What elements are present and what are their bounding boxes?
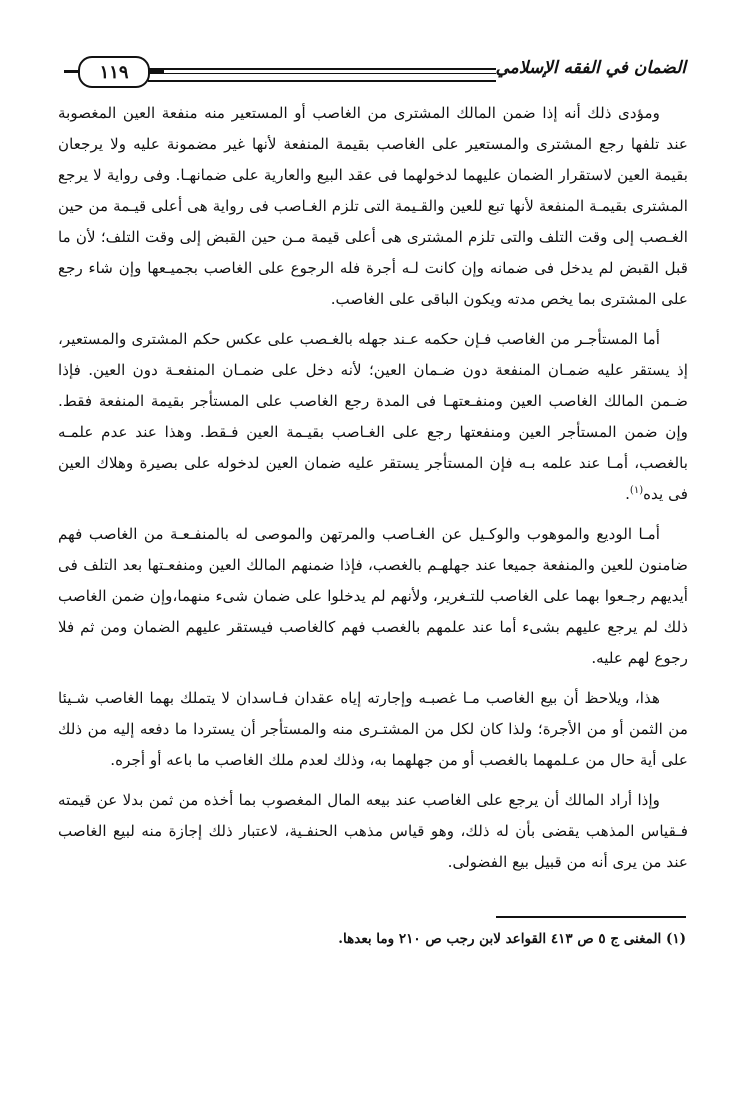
header-rule [148, 68, 496, 82]
body-text [58, 98, 688, 878]
page-header [60, 56, 686, 92]
footnote-reference: (١) [629, 484, 644, 496]
paragraph-3: أمـا الوديع والموهوب والوكـيل عن الغـاصب والمرتهن والموصى له بالمنفـعـة من الغاصب فهم ضامنون للعين والمنفعة جميعا عند جهلهـم بالغصب، فإذا ضمنهم المالك العين ومنفعـتها بعد التلف فى أيديهم رجـعوا بهما على الغاصب للتـغرير، ولأنهم لم يدخلوا على ضمان شىء منهما،وإن ضمن الغاصب ذلك لم يرجع عليهم بشىء أما عند علمهم بالغصب فهم كالغاصب فيستقر عليهم الضمان ومن ثم فلا رجوع لهم عليه. [58, 525, 688, 667]
paragraph-4: هذا، ويلاحظ أن بيع الغاصب مـا غصبـه وإجارته إياه عقدان فـاسدان لا يتملك بهما الغاصب شـيئا من الثمن أو من الأجرة؛ ولذا كان لكل من المشتـرى منه والمستأجر أن يستردا ما دفعه إليه من ذلك على أية حال من عـلمهما بالغصب أو من جهلهما به، وذلك لعدم ملك الغاصب ما باعه أو أجره. [58, 689, 688, 769]
footnote: (١) المغنى ج ٥ ص ٤١٣ القواعد لابن رجب ص ٢١٠ وما بعدها. [338, 931, 686, 947]
page-number: ١١٩ [78, 56, 150, 88]
paragraph-5: وإذا أراد المالك أن يرجع على الغاصب عند بيعه المال المغصوب بما أخذه من ثمن بدلا عن قيمته فـقياس المذهب يقضى بأن له ذلك، وهو قياس مذهب الحنفـية، لاعتبار ذلك إجازة منه لبيع الغاصب عند من يرى أنه من قبيل بيع الفضولى. [58, 791, 688, 871]
footnote-divider [496, 916, 686, 918]
paragraph-2-end: . [625, 485, 630, 503]
paragraph-2-text: أما المستأجـر من الغاصب فـإن حكمه عـند جهله بالغـصب على عكس حكم المشترى والمستعير، إذ يستقر عليه ضمـان المنفعة دون ضـمان العين؛ لأنه دخل على ضمـان المنفعـة دون العين. فإذا ضـمن المالك الغاصب العين ومنفـعتهـا فى المدة رجع الغاصب على المستأجر بقيمة المنفعة فقط. وإن ضمن المستأجر العين ومنفعتها رجع على الغـاصب بقيـمة العين فـقط. وهذا عند عدم علمـه بالغصب، أمـا عند علمه بـه فإن المستأجر يستقر عليه ضمان العين لدخوله على بصيرة وهلاك العين فى يده [58, 330, 688, 503]
paragraph-2 [58, 324, 688, 510]
paragraph-1: ومؤدى ذلك أنه إذا ضمن المالك المشترى من الغاصب أو المستعير منه منفعة العين المغصوبة عند تلفها رجع المشترى والمستعير على الغاصب بقيمة المنفعة لأنها غير مضمونة عليه ولا يرجعان بقيمة العين لاستقرار الضمان عليهما لدخولهما فى عقد البيع والعارية على ضمانهـا. وفى رواية لا يرجع المشترى بقيمـة المنفعة لأنها تبع للعين والقـيمة التى تلزم الغـاصب فى رواية هى أعلى قيـمة من حين الغـصب إلى وقت التلف والتى تلزم المشترى هى أعلى قيمة مـن حين القبض إلى وقت التلف؛ لأن ما قبل القبض لم يدخل فى ضمانه وإن كانت لـه أجرة فله الرجوع على الغاصب بجميـعها وإن شاء رجع على المشترى بما يخص مدته ويكون الباقى على الغاصب. [58, 104, 688, 308]
running-title: الضمان في الفقه الإسلامي [495, 58, 686, 78]
